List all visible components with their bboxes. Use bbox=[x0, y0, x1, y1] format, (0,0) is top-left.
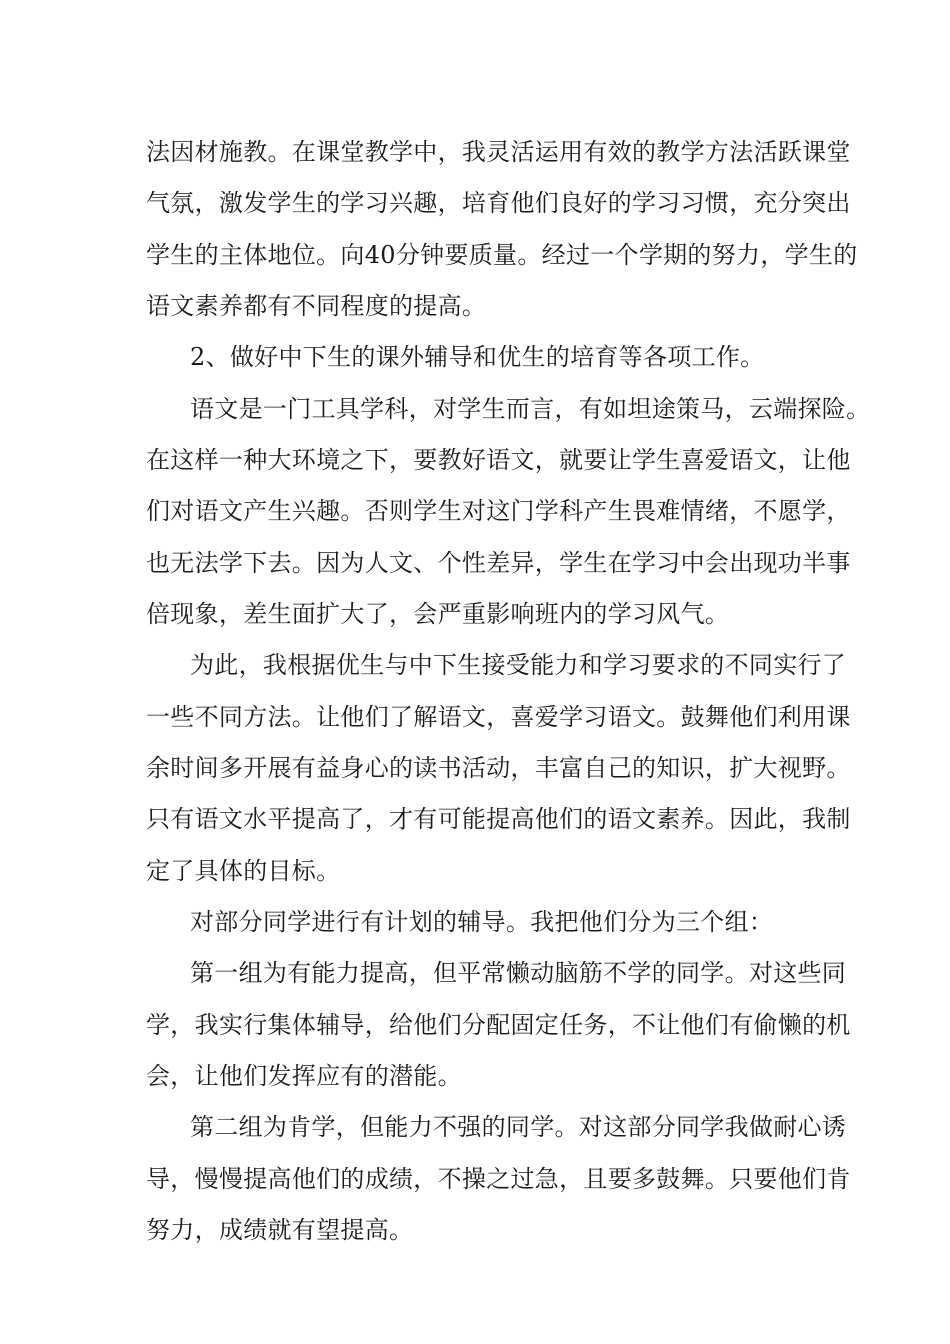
text-line: 导，慢慢提高他们的成绩，不操之过急，且要多鼓舞。只要他们肯 bbox=[146, 1165, 851, 1193]
text-line: 努力，成绩就有望提高。 bbox=[146, 1216, 414, 1244]
text-line: 对部分同学进行有计划的辅导。我把他们分为三个组： bbox=[190, 908, 774, 936]
text-line: 只有语文水平提高了，才有可能提高他们的语文素养。因此，我制 bbox=[146, 805, 851, 833]
text-line: 法因材施教。在课堂教学中，我灵活运用有效的教学方法活跃课堂 bbox=[146, 138, 851, 166]
text-line: 倍现象，差生面扩大了，会严重影响班内的学习风气。 bbox=[146, 600, 730, 628]
text-line: 语文素养都有不同程度的提高。 bbox=[146, 292, 487, 320]
text-line: 会，让他们发挥应有的潜能。 bbox=[146, 1062, 462, 1090]
text-line: 气氛，激发学生的学习兴趣，培育他们良好的学习习惯，充分突出 bbox=[146, 189, 851, 217]
text-line: 学，我实行集体辅导，给他们分配固定任务，不让他们有偷懒的机 bbox=[146, 1011, 851, 1039]
text-line: 2、做好中下生的课外辅导和优生的培育等各项工作。 bbox=[190, 343, 765, 371]
text-line: 学生的主体地位。向40分钟要质量。经过一个学期的努力，学生的 bbox=[146, 241, 858, 269]
text-line: 一些不同方法。让他们了解语文，喜爱学习语文。鼓舞他们利用课 bbox=[146, 703, 851, 731]
text-line: 们对语文产生兴趣。否则学生对这门学科产生畏难情绪，不愿学， bbox=[146, 497, 851, 525]
text-line: 第二组为肯学，但能力不强的同学。对这部分同学我做耐心诱 bbox=[190, 1113, 847, 1141]
text-line: 第一组为有能力提高，但平常懒动脑筋不学的同学。对这些同 bbox=[190, 959, 847, 987]
text-line: 余时间多开展有益身心的读书活动，丰富自己的知识，扩大视野。 bbox=[146, 754, 851, 782]
text-line: 语文是一门工具学科，对学生而言，有如坦途策马，云端探险。 bbox=[190, 395, 871, 423]
text-line: 也无法学下去。因为人文、个性差异，学生在学习中会出现功半事 bbox=[146, 549, 851, 577]
text-line: 定了具体的目标。 bbox=[146, 857, 341, 885]
text-line: 为此，我根据优生与中下生接受能力和学习要求的不同实行了 bbox=[190, 651, 847, 679]
text-line: 在这样一种大环境之下，要教好语文，就要让学生喜爱语文，让他 bbox=[146, 446, 851, 474]
